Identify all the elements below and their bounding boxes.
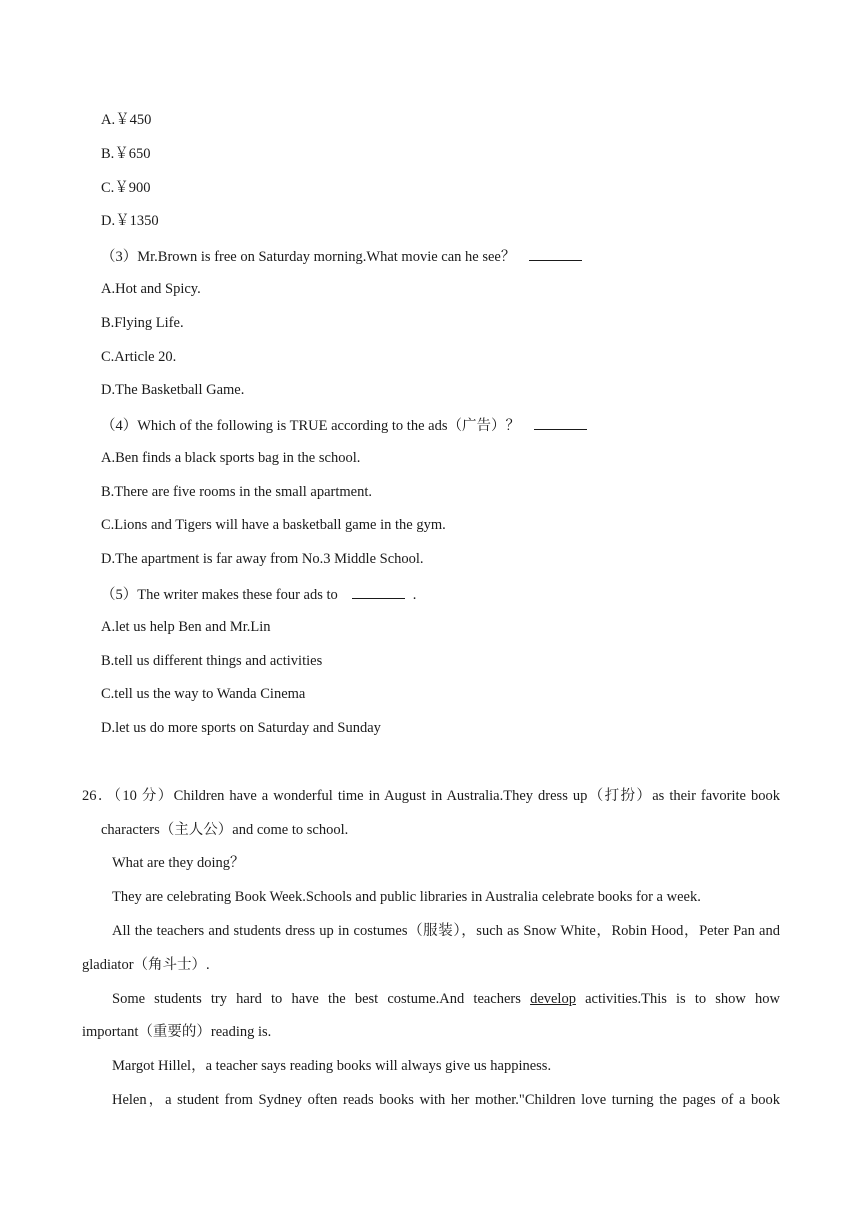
- q4-answer-blank: [534, 415, 587, 430]
- q26-intro-line2: characters（主人公）and come to school.: [101, 822, 349, 838]
- q26-paragraph-4-line1: [112, 990, 780, 1008]
- q4-stem: [101, 415, 587, 435]
- q5-option-b: B.tell us different things and activities: [101, 653, 323, 669]
- q3-stem-text: （3）Mr.Brown is free on Saturday morning.What movie can he see？: [101, 249, 516, 265]
- q5-stem: [101, 584, 416, 604]
- q4-option-c: C.Lions and Tigers will have a basketball game in the gym.: [101, 517, 446, 533]
- q3-option-a: A.Hot and Spicy.: [101, 281, 201, 297]
- q2-option-b: B.￥650: [101, 146, 151, 162]
- q5-answer-blank: [352, 584, 405, 599]
- q26-paragraph-1: What are they doing？: [112, 855, 245, 871]
- q3-option-c: C.Article 20.: [101, 349, 177, 365]
- q26-paragraph-5: Margot Hillel，a teacher says reading books will always give us happiness.: [112, 1058, 552, 1074]
- q5-option-a: A.let us help Ben and Mr.Lin: [101, 619, 271, 635]
- q26-p4-before: Some students try hard to have the best costume.And teachers: [112, 991, 521, 1007]
- q2-option-c: C.￥900: [101, 180, 151, 196]
- q26-paragraph-2: They are celebrating Book Week.Schools and public libraries in Australia celebrate books for a week.: [112, 889, 701, 905]
- q26-intro-line1: 26．（10 分）Children have a wonderful time in August in Australia.They dress up（打扮）as their favorite book: [82, 788, 780, 804]
- q5-stem-text: （5）The writer makes these four ads to: [101, 587, 338, 603]
- q2-option-d: D.￥1350: [101, 213, 159, 229]
- q4-option-a: A.Ben finds a black sports bag in the school.: [101, 450, 361, 466]
- q5-option-d: D.let us do more sports on Saturday and Sunday: [101, 720, 381, 736]
- q3-option-d: D.The Basketball Game.: [101, 382, 245, 398]
- q26-paragraph-6: Helen，a student from Sydney often reads books with her mother."Children love turning the pages of a book: [112, 1092, 780, 1108]
- q26-paragraph-4-line2: important（重要的）reading is.: [82, 1024, 272, 1040]
- q3-option-b: B.Flying Life.: [101, 315, 184, 331]
- q2-option-a: A.￥450: [101, 112, 152, 128]
- q26-p4-underlined-word: develop: [530, 991, 576, 1007]
- q4-stem-text: （4）Which of the following is TRUE according to the ads（广告）？: [101, 418, 520, 434]
- q3-stem: [101, 246, 582, 266]
- q5-stem-end: .: [412, 587, 417, 603]
- q3-answer-blank: [529, 246, 582, 261]
- q4-option-d: D.The apartment is far away from No.3 Middle School.: [101, 551, 424, 567]
- q26-paragraph-3-line1: All the teachers and students dress up in costumes（服装），such as Snow White，Robin Hood，Peter Pan and: [112, 923, 780, 939]
- q26-p4-after: activities.This is to show how: [585, 991, 781, 1007]
- q26-paragraph-3-line2: gladiator（角斗士）.: [82, 957, 210, 973]
- q4-option-b: B.There are five rooms in the small apartment.: [101, 484, 372, 500]
- q5-option-c: C.tell us the way to Wanda Cinema: [101, 686, 306, 702]
